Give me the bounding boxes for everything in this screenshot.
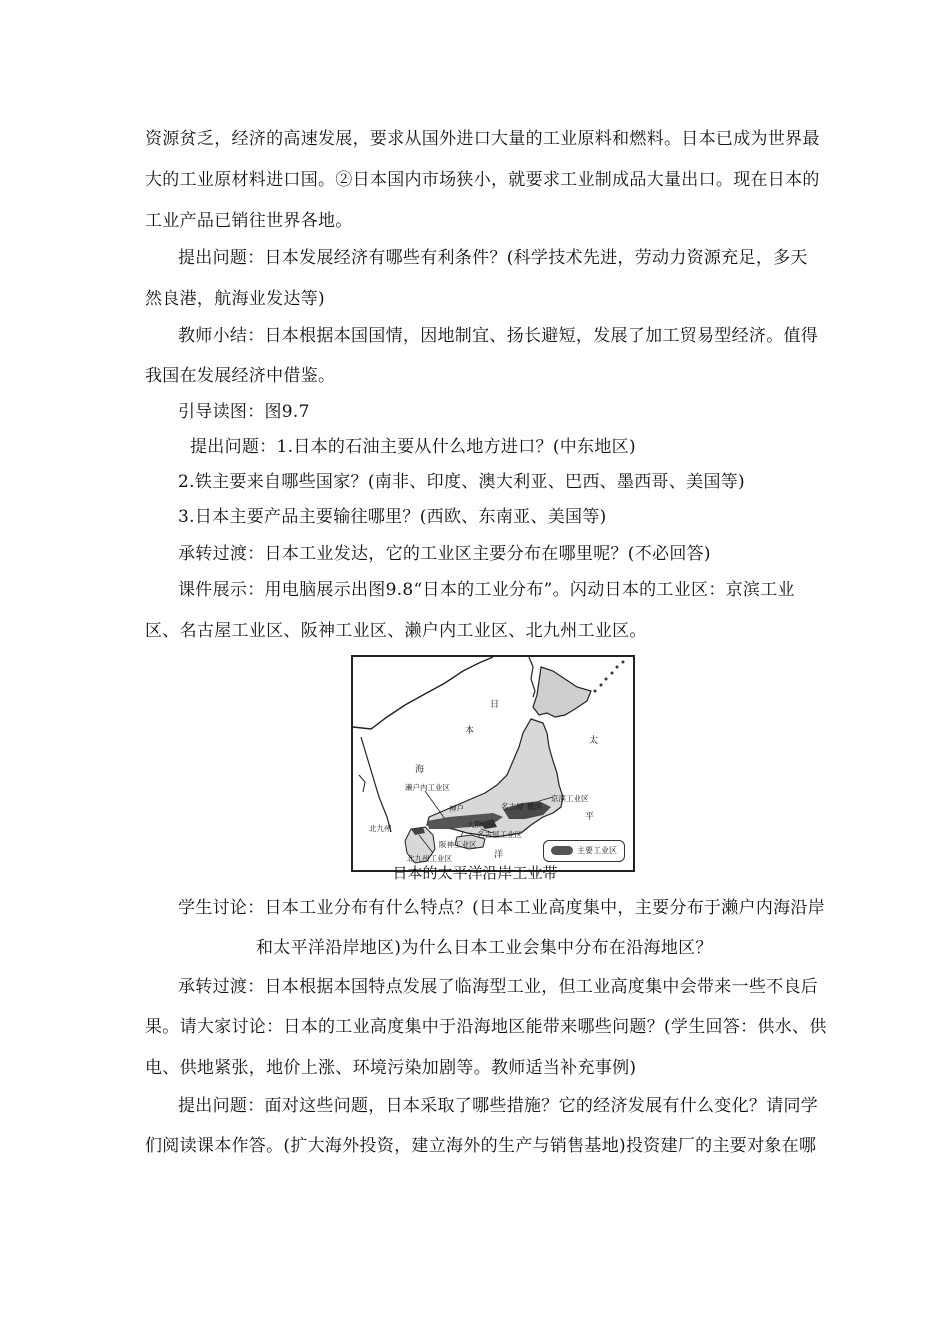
ocean-label: 太 bbox=[589, 736, 599, 746]
zone-label-setouchi: 濑户内工业区 bbox=[405, 783, 450, 792]
text-line: 资源贫乏，经济的高速发展，要求从国外进口大量的工业原料和燃料。日本已成为世界最 bbox=[145, 129, 820, 149]
text-line: 承转过渡：日本根据本国特点发展了临海型工业，但工业高度集中会带来一些不良后 bbox=[178, 977, 819, 997]
text-line: 教师小结：日本根据本国国情，因地制宜、扬长避短，发展了加工贸易型经济。值得 bbox=[178, 326, 819, 346]
ocean-label: 平 bbox=[585, 812, 595, 822]
text-line: 引导读图：图9.7 bbox=[178, 402, 310, 422]
city-label-nagoya: 名古屋 bbox=[501, 802, 524, 811]
text-line: 大的工业原材料进口国。②日本国内市场狭小，就要求工业制成品大量出口。现在日本的 bbox=[145, 170, 820, 190]
text-line: 电、供地紧张，地价上涨、环境污染加剧等。教师适当补充事例) bbox=[145, 1058, 637, 1078]
text-line: 我国在发展经济中借鉴。 bbox=[145, 366, 336, 386]
city-label-kobe: 神户 bbox=[449, 804, 464, 813]
text-line: 们阅读课本作答。(扩大海外投资，建立海外的生产与销售基地)投资建厂的主要对象在哪 bbox=[145, 1136, 817, 1156]
zone-label-keihin: 京滨工业区 bbox=[551, 794, 589, 803]
map-legend bbox=[543, 840, 625, 862]
text-line: 学生讨论：日本工业分布有什么特点？(日本工业高度集中，主要分布于濑户内海沿岸 bbox=[178, 898, 826, 918]
text-line: 区、名古屋工业区、阪神工业区、濑户内工业区、北九州工业区。 bbox=[145, 621, 647, 641]
city-label-osaka: 大阪 bbox=[467, 820, 482, 829]
zone-label-hanshin: 阪神工业区 bbox=[439, 840, 477, 849]
text-line: 3.日本主要产品主要输往哪里？(西欧、东南亚、美国等) bbox=[178, 507, 607, 527]
legend-swatch-icon bbox=[551, 846, 573, 855]
ocean-label: 洋 bbox=[494, 850, 504, 860]
text-line: 承转过渡：日本工业发达，它的工业区主要分布在哪里呢？(不必回答) bbox=[178, 544, 711, 564]
text-line: 提出问题：日本发展经济有哪些有利条件？(科学技术先进，劳动力资源充足，多天 bbox=[178, 248, 808, 268]
text-line: 和太平洋沿岸地区)为什么日本工业会集中分布在沿海地区？ bbox=[256, 938, 713, 958]
sea-label: 本 bbox=[465, 726, 475, 736]
figure-caption: 日本的太平洋沿岸工业带 bbox=[392, 864, 558, 882]
text-line: 课件展示：用电脑展示出图9.8“日本的工业分布”。闪动日本的工业区：京滨工业 bbox=[178, 580, 795, 600]
zone-label-nagoya: 名古屋工业区 bbox=[477, 830, 522, 839]
text-line: 提出问题：1.日本的石油主要从什么地方进口？(中东地区) bbox=[190, 437, 636, 457]
text-line: 提出问题：面对这些问题，日本采取了哪些措施？它的经济发展有什么变化？请同学 bbox=[178, 1096, 819, 1116]
city-label-kitakyushu: 北九州 bbox=[369, 824, 392, 833]
zone-label-kitakyushu: 北九州工业区 bbox=[407, 854, 452, 863]
text-line: 果。请大家讨论：日本的工业高度集中于沿海地区能带来哪些问题？(学生回答：供水、供 bbox=[145, 1017, 827, 1037]
sea-label: 日 bbox=[490, 700, 500, 710]
text-line: 然良港，航海业发达等) bbox=[145, 289, 325, 309]
legend-label: 主要工业区 bbox=[577, 846, 617, 855]
sea-label: 海 bbox=[415, 765, 425, 775]
city-label-yokohama: 横滨 bbox=[527, 802, 542, 811]
text-line: 2.铁主要来自哪些国家？(南非、印度、澳大利亚、巴西、墨西哥、美国等) bbox=[178, 472, 745, 492]
japan-industry-map bbox=[351, 655, 635, 872]
text-line: 工业产品已销往世界各地。 bbox=[145, 211, 353, 231]
